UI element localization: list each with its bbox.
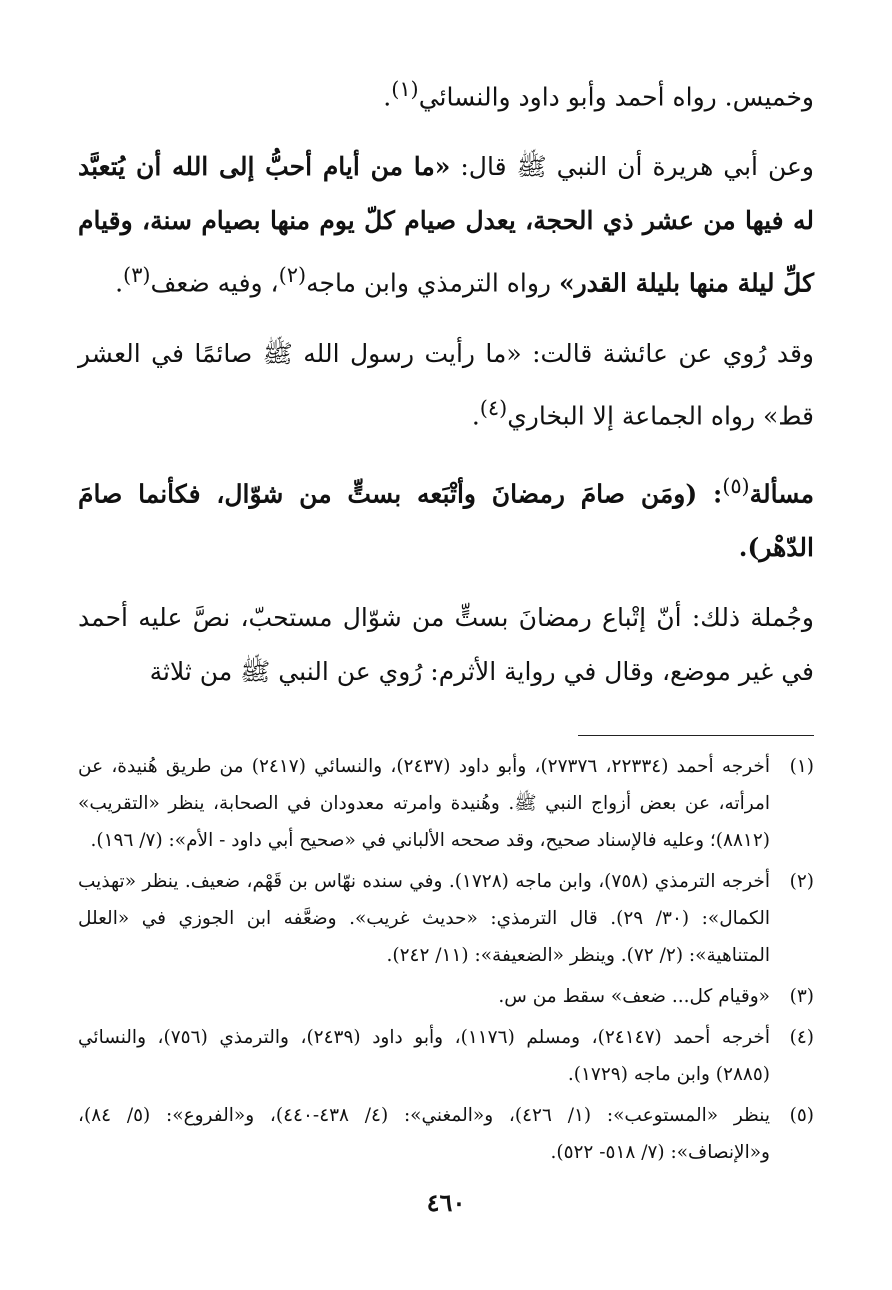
footnote-text: أخرجه الترمذي (٧٥٨)، وابن ماجه (١٧٢٨). وفي سنده نهّاس بن قَهْم، ضعيف. ينظر «تهذيب الكمال»: (٣٠/ ٢٩). قال الترمذي: «حديث غريب». وضعَّفه ابن الجوزي في «العلل المتناهية»: (٢/ ٧٢). وينظر «الضعيفة»: (١١/ ٢٤٢). xyxy=(78,871,770,967)
footnotes xyxy=(78,748,814,1171)
footnote-number: (٤) xyxy=(789,1027,814,1049)
footnote-ref-4: (٤) xyxy=(479,395,508,420)
footnote-text: «وقيام كل... ضعف» سقط من س. xyxy=(498,986,770,1008)
text-segment: . xyxy=(115,268,124,298)
main-text xyxy=(78,62,814,699)
footnote-text: أخرجه أحمد (٢٢٣٣٤، ٢٧٣٧٦)، وأبو داود (٢٤٣٧)، والنسائي (٢٤١٧) من طريق هُنيدة، عن امرأته، عن بعض أزواج النبي ﷺ. وهُنيدة وامرته معدودان في الصحابة، ينظر «التقريب» (٨٨١٢)؛ وعليه فالإسناد صحيح، وقد صححه الألباني في «صحيح أبي داود - الأم»: (٧/ ١٩٦). xyxy=(78,756,770,852)
footnote-4 xyxy=(78,1019,814,1093)
footnote-text: ينظر «المستوعب»: (١/ ٤٢٦)، و«المغني»: (٤/ ٤٣٨-٤٤٠)، و«الفروع»: (٥/ ٨٤)، و«الإنصاف»: (٧/ ٥١٨- ٥٢٢). xyxy=(78,1105,770,1164)
text-segment: وعن أبي هريرة أن النبي ﷺ قال: xyxy=(450,152,814,182)
hadith-quote: «ما من أيام أحبُّ إلى الله أن يُتعبَّد له فيها من عشر ذي الحجة، يعدل صيام كلّ يوم منها بصيام سنة، وقيام كلِّ ليلة منها بليلة القدر» xyxy=(78,152,814,298)
footnote-ref-1: (١) xyxy=(391,77,419,101)
paragraph-4 xyxy=(78,459,814,575)
masala-heading: مسألة xyxy=(749,479,814,509)
footnote-3 xyxy=(78,978,814,1015)
text-segment: ، وفيه ضعف xyxy=(150,268,279,298)
paragraph-2 xyxy=(78,140,814,310)
masala-text: : (ومَن صامَ رمضانَ وأتْبَعه بستٍّ من شوّال، فكأنما صامَ الدّهْر). xyxy=(78,479,814,563)
text-segment: وجُملة ذلك: أنّ إتْباع رمضانَ بستٍّ من شوّال مستحبّ، نصَّ عليه أحمد في غير موضع، وقال في رواية الأثرم: رُوي عن النبي ﷺ من ثلاثة xyxy=(78,603,814,687)
text-segment: رواه الترمذي وابن ماجه xyxy=(306,268,559,298)
page-number: ٤٦٠ xyxy=(426,1188,466,1217)
footnote-number: (٥) xyxy=(789,1105,814,1127)
footnote-5 xyxy=(78,1097,814,1171)
text-segment: وقد رُوي عن عائشة قالت: «ما رأيت رسول الله ﷺ صائمًا في العشر قط» رواه الجماعة إلا البخاري xyxy=(78,338,814,430)
footnote-ref-3: (٣) xyxy=(123,263,151,288)
footnote-ref-5: (٥) xyxy=(722,473,750,498)
footnote-number: (٢) xyxy=(789,871,814,893)
paragraph-5 xyxy=(78,591,814,699)
footnote-1 xyxy=(78,748,814,859)
footnote-number: (١) xyxy=(789,756,814,778)
footnote-text: أخرجه أحمد (٢٤١٤٧)، ومسلم (١١٧٦)، وأبو داود (٢٤٣٩)، والترمذي (٧٥٦)، والنسائي (٢٨٨٥) وابن ماجه (١٧٢٩). xyxy=(78,1027,770,1086)
footnote-ref-2: (٢) xyxy=(278,263,307,288)
footnote-2 xyxy=(78,863,814,974)
text-segment: . xyxy=(471,400,480,430)
paragraph-3 xyxy=(78,327,814,443)
text-segment: . xyxy=(383,82,392,112)
paragraph-1 xyxy=(78,62,814,124)
footnote-number: (٣) xyxy=(789,986,814,1008)
text-segment: وخميس. رواه أحمد وأبو داود والنسائي xyxy=(418,82,814,112)
footnote-separator xyxy=(578,735,814,736)
